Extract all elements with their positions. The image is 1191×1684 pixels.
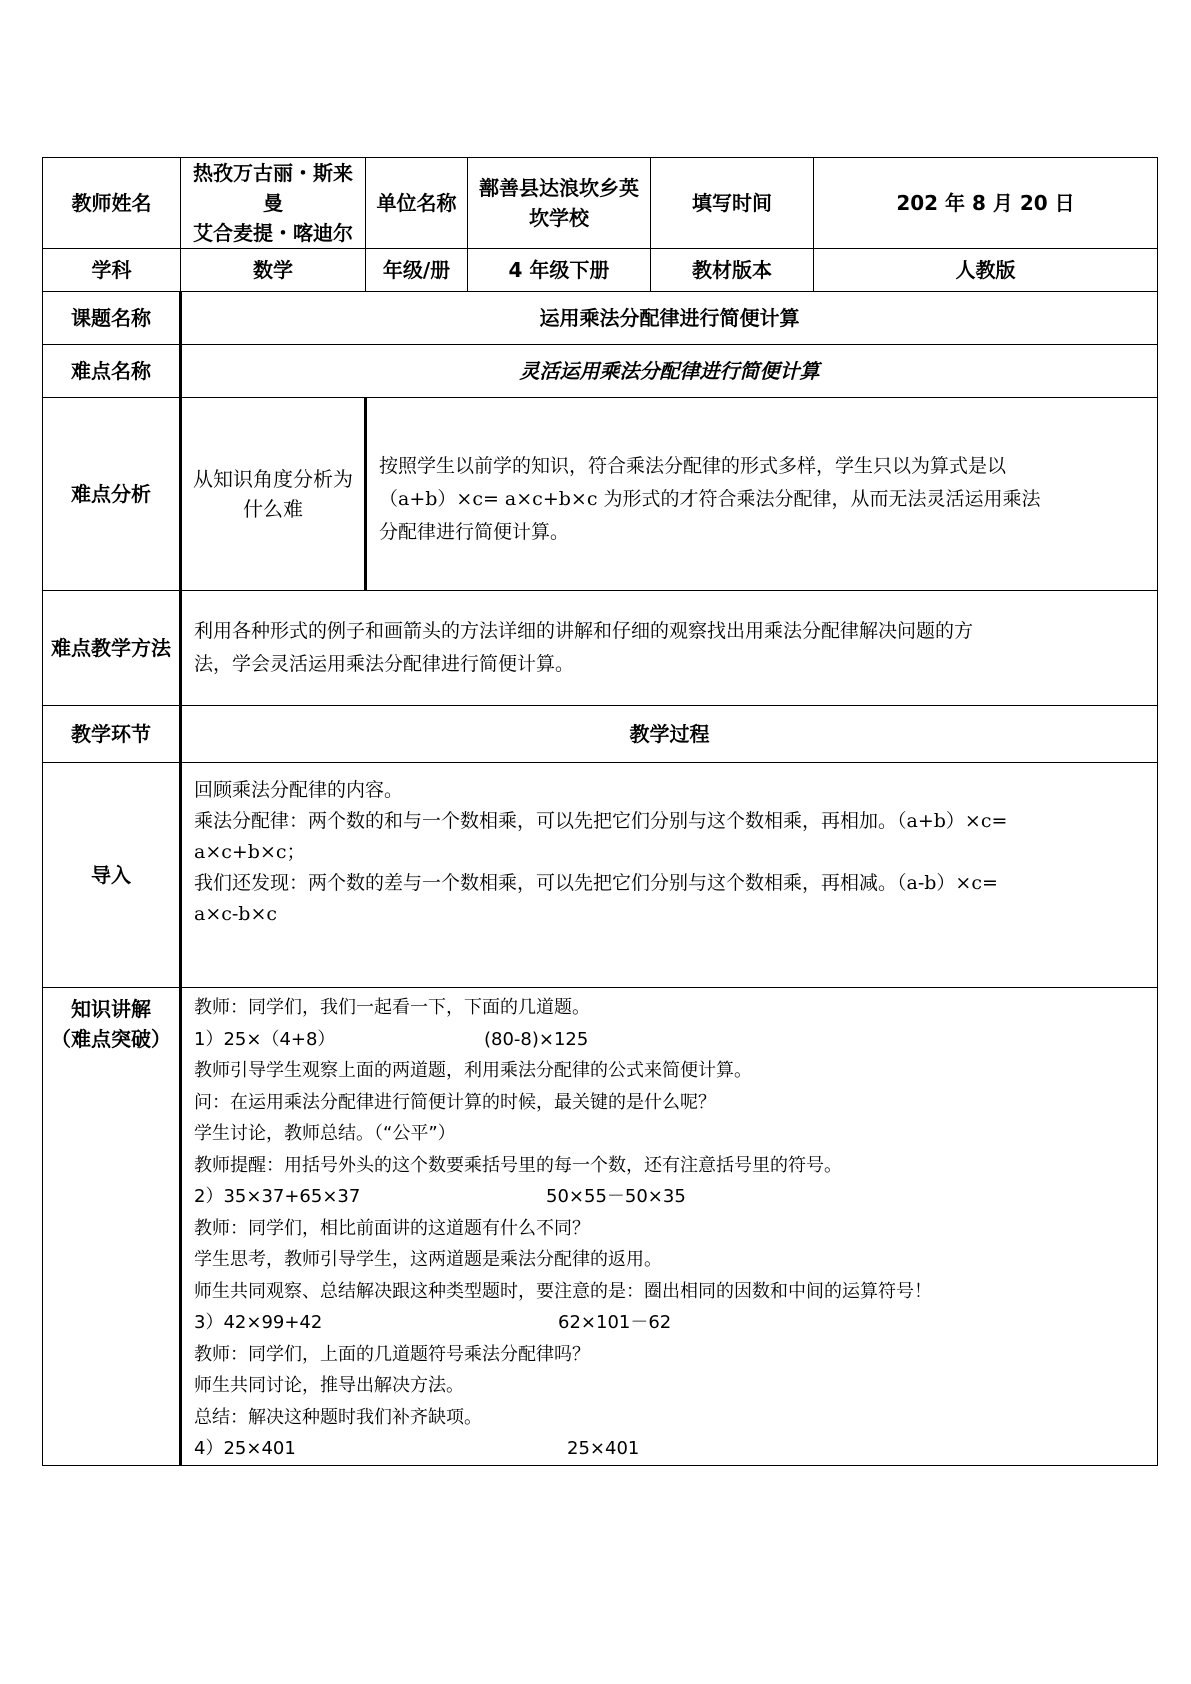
intro-text <box>181 763 1158 988</box>
method-label: 难点教学方法 <box>43 591 181 706</box>
knowledge-label-line: （难点突破） <box>51 1027 171 1051</box>
knowledge-line: 教师提醒：用括号外头的这个数要乘括号里的每一个数，还有注意括号里的符号。 <box>194 1154 842 1176</box>
analysis-line: 分配律进行简便计算。 <box>379 521 570 543</box>
intro-line: 我们还发现：两个数的差与一个数相乘，可以先把它们分别与这个数相乘，再相减。（a-b）×c= <box>194 872 998 894</box>
teacher-name-line: 曼 <box>263 191 283 215</box>
unit-line: 坎学校 <box>529 206 589 230</box>
knowledge-line: 教师：同学们，相比前面讲的这道题有什么不同？ <box>194 1217 590 1239</box>
analysis-line: （a+b）×c= a×c+b×c 为形式的才符合乘法分配律，从而无法灵活运用乘法 <box>379 488 1041 510</box>
analysis-angle <box>181 398 366 591</box>
date-value: 202 年 8 月 20 日 <box>814 158 1158 249</box>
header-row <box>43 158 1158 249</box>
example-row <box>194 1024 1145 1056</box>
knowledge-line: 教师引导学生观察上面的两道题，利用乘法分配律的公式来简便计算。 <box>194 1060 752 1081</box>
method-line: 利用各种形式的例子和画箭头的方法详细的讲解和仔细的观察找出用乘法分配律解决问题的方 <box>194 620 974 642</box>
knowledge-row <box>43 988 1158 1466</box>
analysis-angle-line: 从知识角度分析为 <box>193 467 353 491</box>
lesson-plan-form <box>42 157 1157 1531</box>
knowledge-line: 总结：解决这种题时我们补齐缺项。 <box>194 1406 482 1428</box>
analysis-row <box>43 398 1158 591</box>
teacher-name-line: 艾合麦提・喀迪尔 <box>193 221 353 245</box>
knowledge-text <box>181 988 1158 1466</box>
analysis-label: 难点分析 <box>43 398 181 591</box>
analysis-text <box>366 398 1158 591</box>
subject-value: 数学 <box>181 249 366 292</box>
unit-label: 单位名称 <box>366 158 468 249</box>
teacher-name-line: 热孜万古丽・斯来 <box>193 161 353 185</box>
edition-label: 教材版本 <box>651 249 814 292</box>
lesson-plan-table <box>42 157 1158 1466</box>
grade-value: 4 年级下册 <box>468 249 651 292</box>
knowledge-line: 教师：同学们，我们一起看一下，下面的几道题。 <box>194 997 590 1018</box>
example-right: 62×101－62 <box>558 1312 672 1333</box>
subject-label: 学科 <box>43 249 181 292</box>
example-left: 3）42×99+42 <box>194 1312 323 1333</box>
process-header-row <box>43 706 1158 763</box>
knowledge-label-line: 知识讲解 <box>71 997 151 1021</box>
example-row <box>194 1181 1145 1213</box>
example-right: 25×401 <box>567 1438 640 1459</box>
topic-label: 课题名称 <box>43 292 181 345</box>
analysis-line: 按照学生以前学的知识，符合乘法分配律的形式多样，学生只以为算式是以 <box>379 455 1007 477</box>
analysis-angle-line: 什么难 <box>243 497 303 521</box>
knowledge-label <box>43 988 181 1466</box>
unit-line: 鄯善县达浪坎乡英 <box>479 176 639 200</box>
edition-value: 人教版 <box>814 249 1158 292</box>
example-right: 50×55－50×35 <box>546 1186 686 1207</box>
example-left: 4）25×401 <box>194 1438 296 1459</box>
topic-row <box>43 292 1158 345</box>
method-row <box>43 591 1158 706</box>
example-row <box>194 1307 1145 1339</box>
knowledge-line: 学生讨论，教师总结。（“公平”） <box>194 1123 456 1144</box>
difficulty-label: 难点名称 <box>43 345 181 398</box>
intro-row <box>43 763 1158 988</box>
knowledge-line: 学生思考，教师引导学生，这两道题是乘法分配律的返用。 <box>194 1249 662 1270</box>
teacher-names <box>181 158 366 249</box>
intro-line: 乘法分配律：两个数的和与一个数相乘，可以先把它们分别与这个数相乘，再相加。（a+b）×c= <box>194 810 1008 832</box>
example-row <box>194 1433 1145 1465</box>
unit-value <box>468 158 651 249</box>
method-line: 法，学会灵活运用乘法分配律进行简便计算。 <box>194 653 575 675</box>
knowledge-line: 师生共同观察、总结解决跟这种类型题时，要注意的是：圈出相同的因数和中间的运算符号！ <box>194 1280 932 1302</box>
example-left: 1）25×（4+8） <box>194 1028 336 1050</box>
knowledge-line: 教师：同学们，上面的几道题符号乘法分配律吗？ <box>194 1343 590 1365</box>
stage-label: 教学环节 <box>43 706 181 763</box>
example-right: (80-8)×125 <box>484 1028 589 1050</box>
process-label: 教学过程 <box>181 706 1158 763</box>
topic-value: 运用乘法分配律进行简便计算 <box>181 292 1158 345</box>
intro-line: a×c+b×c； <box>194 841 306 863</box>
intro-line: 回顾乘法分配律的内容。 <box>194 779 404 801</box>
teacher-label: 教师姓名 <box>43 158 181 249</box>
knowledge-line: 师生共同讨论，推导出解决方法。 <box>194 1375 464 1396</box>
method-text <box>181 591 1158 706</box>
example-left: 2）35×37+65×37 <box>194 1186 361 1207</box>
info-row <box>43 249 1158 292</box>
difficulty-row <box>43 345 1158 398</box>
difficulty-value: 灵活运用乘法分配律进行简便计算 <box>181 345 1158 398</box>
grade-label: 年级/册 <box>366 249 468 292</box>
knowledge-line: 问：在运用乘法分配律进行简便计算的时候，最关键的是什么呢？ <box>194 1091 716 1113</box>
intro-label: 导入 <box>43 763 181 988</box>
intro-line: a×c-b×c <box>194 903 278 925</box>
date-label: 填写时间 <box>651 158 814 249</box>
